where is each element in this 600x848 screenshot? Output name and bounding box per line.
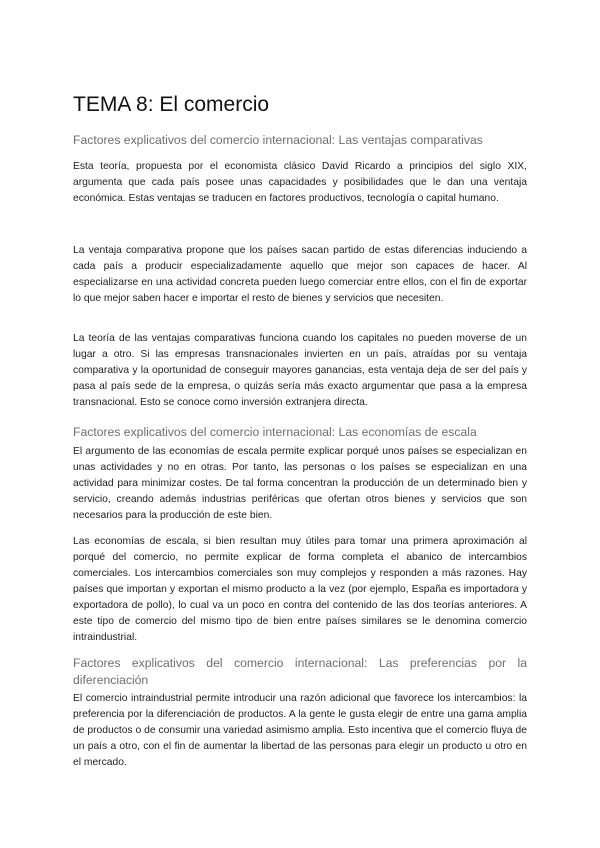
paragraph: La ventaja comparativa propone que los países sacan partido de estas diferencias induciendo a cada país a producir especializadamente aquello que mejor son capaces de hacer. Al especializarse en una actividad concreta pueden luego comerciar entre ellos, con el fin de exportar lo que mejor saben hacer e importar el resto de bienes y servicios que necesiten.: [73, 245, 527, 304]
section-heading-economias-de-escala: Factores explicativos del comercio internacional: Las economías de escala: [73, 425, 477, 439]
paragraph: Esta teoría, propuesta por el economista clásico David Ricardo a principios del siglo XIX, argumenta que cada país posee unas capacidades y posibilidades que le dan una ventaja económica. Estas ventajas se traducen en factores productivos, tecnología o capital humano.: [73, 161, 527, 204]
paragraph: La teoría de las ventajas comparativas funciona cuando los capitales no pueden moverse de un lugar a otro. Si las empresas transnacionales invierten en un país, atraídas por su ventaja comparativa y la oportunidad de conseguir mayores ganancias, esta ventaja deja de ser del país y pasa al país sede de la empresa, o quizás sería más exacto argumentar que pasa a la empresa transnacional. Esto se conoce como inversión extranjera directa.: [73, 333, 527, 408]
page-title: TEMA 8: El comercio: [73, 93, 270, 116]
paragraph: El comercio intraindustrial permite introducir una razón adicional que favorece los intercambios: la preferencia por la diferenciación de productos. A la gente le gusta elegir de entre una gama amplia de productos o de consumir una variedad asimismo amplia. Esto incentiva que el comercio fluya de un país a otro, con el fin de aumentar la libertad de las personas para elegir un producto u otro en el mercado.: [73, 693, 527, 768]
paragraph: El argumento de las economías de escala permite explicar porqué unos países se especializan en unas actividades y no en otras. Por tanto, las personas o los países se especializan en una actividad para minimizar costes. De tal forma concentran la producción de un determinado bien y servicio, creando además industrias periféricas que ofertan otros bienes y servicios que son necesarios para la producción de este bien.: [73, 446, 527, 521]
section-heading-ventajas-comparativas: Factores explicativos del comercio internacional: Las ventajas comparativas: [73, 133, 483, 147]
paragraph: Las economías de escala, si bien resultan muy útiles para tomar una primera aproximación al porqué del comercio, no permite explicar de forma completa el abanico de intercambios comerciales. Los intercambios comerciales son muy complejos y responden a más razones. Hay países que importan y exportan el mismo producto a la vez (por ejemplo, España es importadora y exportadora de pollo), lo cual va un poco en contra del contenido de las dos teorías anteriores. A este tipo de comercio del mismo tipo de bien entre países similares se le denomina comercio intraindustrial.: [73, 536, 527, 643]
section-heading-preferencias-diferenciacion: Factores explicativos del comercio internacional: Las preferencias por la diferenciación: [73, 656, 527, 687]
